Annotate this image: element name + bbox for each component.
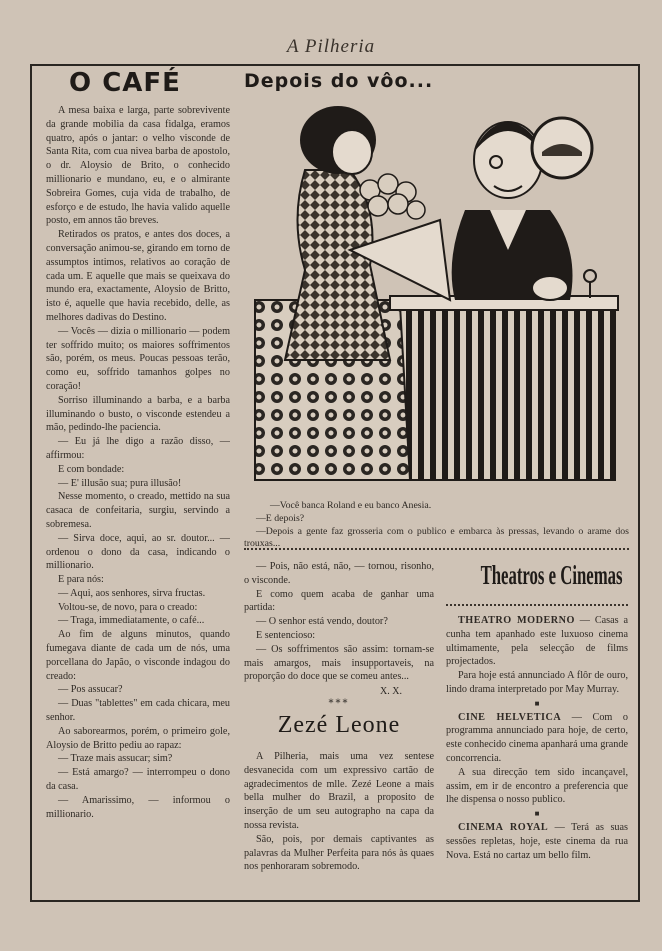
cafe-paragraph: — Está amargo? — interrompeu o dono da casa.: [46, 767, 230, 793]
cafe-title: O CAFÉ: [69, 68, 181, 98]
cafe-paragraph: Retirados os pratos, e antes dos doces, a conversação animou-se, girando em torno de assumptos intimos, relativos ao coração de cada um. E aquelle que mais se queixava do mundo era, exactamente, Aloysio de Britto, isto é, aquelle que havia recebido, delle, as melhores dadivas do Destino.: [46, 229, 230, 323]
cafe-separator: ***: [328, 698, 350, 709]
theatro-moderno-text: — Casas a cunha tem apanhado este luxuoso cinema ultimamente, pela selecção de films projectados.: [446, 615, 628, 668]
cine-helvetica-name: CINE HELVETICA: [458, 711, 562, 723]
cafe-paragraph: — O senhor está vendo, doutor?: [256, 616, 388, 628]
cafe-paragraph: — Amarissimo, — informou o millionario.: [46, 794, 230, 820]
cinema-royal-text: — Terá as suas sessões repletas, hoje, este cinema da rua Nova. Está no cartaz um bello film.: [446, 821, 628, 861]
cafe-paragraph: — Traga, immediatamente, o café...: [58, 615, 205, 627]
cafe-paragraph: Sorriso illuminando a barba, e a barba illuminando o busto, o visconde estendeu a mão, pedindo-lhe paciencia.: [46, 394, 230, 434]
cafe-paragraph: — Aqui, aos senhores, sirva fructas.: [58, 587, 206, 599]
cafe-paragraph: — Sirva doce, aqui, ao sr. doutor... — ordenou o dono da casa, indicando o millionario.: [46, 532, 230, 572]
theatro-moderno-extra: Para hoje está annunciado A flôr de ouro, lindo drama interpretado por May Murray.: [446, 670, 628, 695]
cine-helvetica-text: — Com o programma annunciado para hoje, de certo, este conhecido cinema apanhará uma grande concorrencia.: [446, 711, 628, 764]
cafe-paragraph: E para nós:: [58, 574, 104, 586]
zeze-paragraph: São, pois, por demais captivantes as palavras da Mulher Perfeita para nós às quaes nos penhoraram sobremodo.: [244, 833, 434, 873]
cafe-paragraph: E com bondade:: [58, 463, 125, 475]
zeze-paragraph: A Pilheria, mais uma vez sentese desvanecida com um expressivo cartão de agradecimentos de mlle. Zezé Leone a mais bella mulher do Brazil, a proposito de inserção de um seu autographo na capa da nossa revista.: [244, 751, 434, 831]
cine-helvetica-extra: A sua direcção tem sido incançavel, assim, em ir de encontro a preferencia que lhe dispensa o nosso publico.: [446, 766, 628, 806]
cafe-paragraph: — Vocês — dizia o millionario — podem ter soffrido muito; os maiores soffrimentos são, porém, os meus. Poucas pessoas terão, como eu, soffrido tamanhos golpes no coração!: [46, 325, 230, 392]
cafe-paragraph: — Pois, não está, não, — tornou, risonho, o visconde.: [244, 561, 434, 586]
cafe-continuation: [244, 560, 434, 684]
cinema-royal-entry: [446, 821, 628, 862]
cartoon-caption: [244, 500, 629, 551]
cafe-paragraph: Voltou-se, de novo, para o creado:: [58, 601, 198, 613]
cafe-paragraph: Ao fim de alguns minutos, quando fumegava diante de cada um de nós, uma porcellana do Japão, o visconde indagou do creado:: [46, 629, 230, 682]
magazine-title: A Pilheria: [286, 36, 376, 57]
cinema-royal-name: CINEMA ROYAL: [458, 821, 549, 833]
cafe-paragraph: — Pos assucar?: [58, 684, 123, 696]
cafe-paragraph: Ao saborearmos, porém, o primeiro gole, Aloysio de Britto pediu ao rapaz:: [46, 725, 230, 751]
cafe-paragraph: — Traze mais assucar; sim?: [58, 753, 173, 765]
zeze-title: Zezé Leone: [277, 712, 401, 738]
cafe-paragraph: Nesse momento, o creado, mettido na sua casaca de confeitaria, surgiu, servindo a sobremesa.: [46, 491, 230, 530]
theatro-moderno-name: THEATRO MODERNO: [458, 615, 575, 626]
cartoon-illustration: [250, 100, 625, 492]
caption-line: —Você banca Roland e eu banco Anesia.: [270, 500, 432, 511]
section-divider: ■: [534, 809, 540, 819]
cafe-paragraph: — E' illusão sua; pura illusão!: [58, 477, 182, 489]
cafe-paragraph: E como quem acaba de ganhar uma partida:: [244, 588, 434, 614]
cafe-paragraph: — Os soffrimentos são assim: tornam-se mais amargos, mais insupportaveis, na proporção do doce que se comeu antes...: [244, 643, 434, 683]
cafe-paragraph: — Eu já lhe digo a razão disso, — affirmou:: [46, 436, 230, 461]
cine-helvetica-entry: [446, 711, 628, 766]
caption-line: —E depois?: [256, 512, 305, 524]
theatros-body: [446, 614, 628, 894]
theatro-moderno-entry: [446, 614, 628, 669]
theatros-rule: [446, 604, 628, 609]
caption-line: —Depois a gente faz grosseria com o publico e embarca às pressas, levando o arame dos trouxas...: [244, 525, 629, 550]
cafe-body: [46, 104, 230, 894]
cafe-signature: X. X.: [380, 686, 402, 697]
zeze-body: [244, 750, 434, 890]
theatros-title: Theatros e Cinemas: [480, 560, 623, 590]
cafe-paragraph: E sentencioso:: [256, 629, 316, 641]
section-rule: [244, 548, 629, 556]
cartoon-title: Depois do vôo...: [244, 70, 434, 92]
cafe-paragraph: — Duas "tablettes" em cada chicara, meu senhor.: [46, 698, 230, 724]
section-divider: ■: [534, 698, 540, 708]
cafe-paragraph: A mesa baixa e larga, parte sobrevivente da grande mobilia da casa fidalga, eramos quatro, após o jantar: o velho visconde de Santa Rita, com cua nivea barba de apostolo, o dr. Aloysio de Brito, o conhecido millionario e mundano, eu, e o almirante Sobreira Gomes, cuja vida de trabalho, de esforço e de estudo, lhe havia valido aquelle posto, em annos tão breves.: [46, 105, 230, 227]
